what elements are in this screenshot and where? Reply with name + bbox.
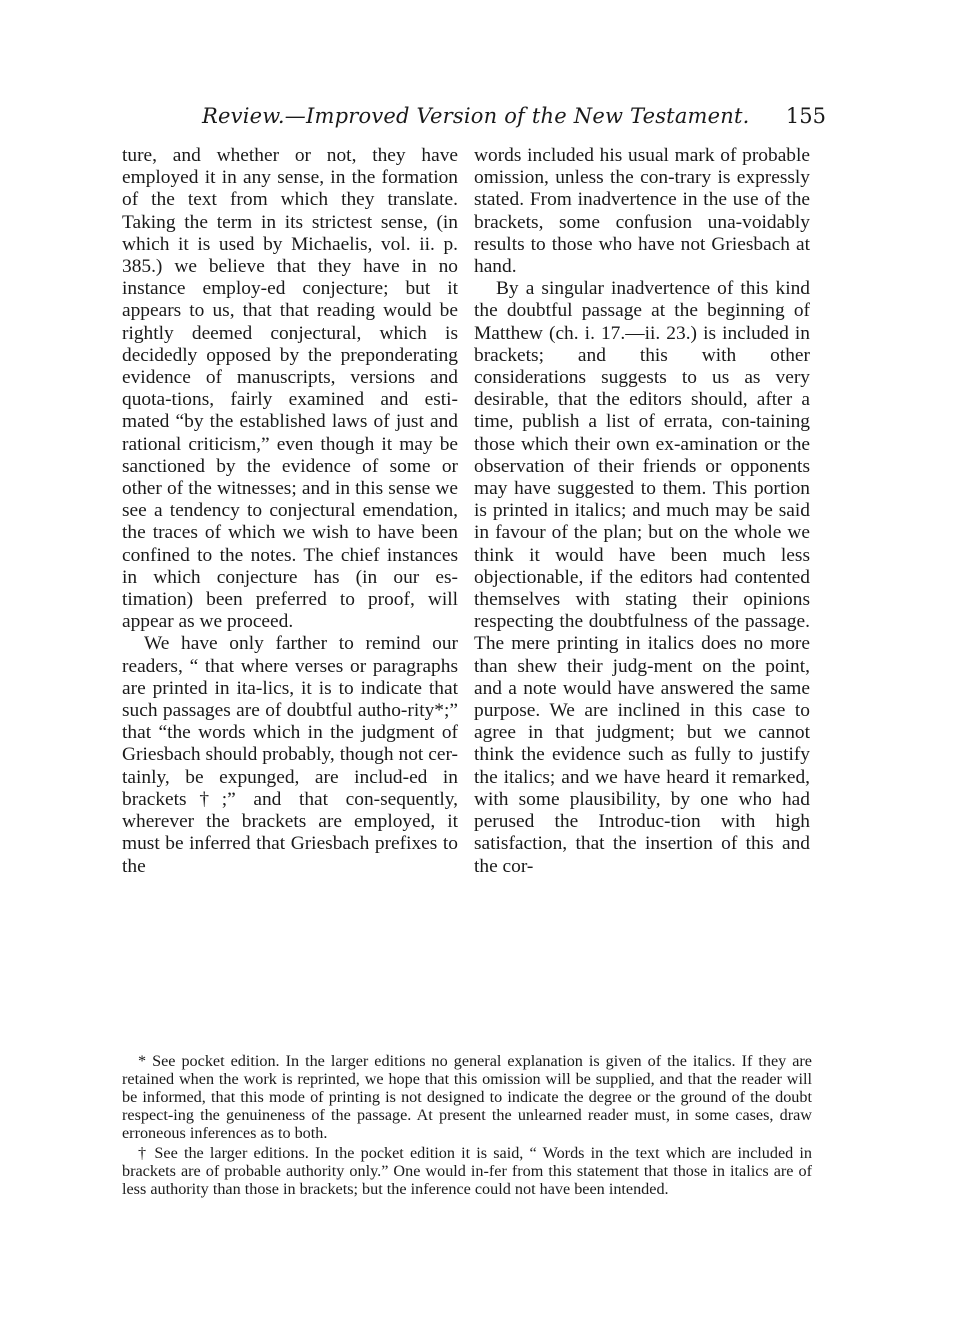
- footnote-dagger: † See the larger editions. In the pocket edition it is said, “ Words in the text which are included in brackets are of probable authority only.” One would in-fer from this statement that those in italics are of less authority than those in brackets; but the inference could not have been intended.: [122, 1144, 812, 1198]
- footnotes: [122, 1052, 812, 1200]
- paragraph: By a singular inadvertence of this kind the doubtful passage at the beginning of Matthew (ch. i. 17.—ii. 23.) is included in brackets; and this with other considerations suggests to us as very desirable, that the editors should, after a time, publish a list of errata, con-taining those which their own ex-amination or the observation of their friends or opponents may have suggested to them. This portion is printed in italics; and much may be said in favour of the plan; but on the whole we think it would have been much less objectionable, if the editors had contented themselves with stating their opinions respecting the doubtfulness of the passage. The mere printing in italics does no more than shew their judg-ment on the point, and a note would have answered the same purpose. We are inclined in this case to agree in that judgment; but we cannot think the evidence such as fully to justify the italics; and we have heard it remarked, with some plausibility, by one who had perused the Introduc-tion with high satisfaction, that the insertion of this and the cor-: [474, 278, 810, 877]
- footnote-asterisk: * See pocket edition. In the larger editions no general explanation is given of the italics. If they are retained when the work is reprinted, we hope that this omission will be supplied, and that the reader will be informed, that this mode of printing is not designed to indicate the degree or the ground of the doubt respect-ing the genuineness of the passage. At present the unlearned reader must, in some cases, draw erroneous inferences as to both.: [122, 1052, 812, 1142]
- paragraph: We have only farther to remind our readers, “ that where verses or paragraphs are printed in ita-lics, it is to indicate that such passages are of doubtful autho-rity*;” that “the words which in the judgment of Griesbach should probably, though not cer-tainly, be expunged, are includ-ed in brackets†;” and that con-sequently, wherever the brackets are employed, it must be inferred that Griesbach prefixes to the: [122, 633, 458, 877]
- right-column: [474, 145, 810, 878]
- running-title: Review.—Improved Version of the New Testament.: [202, 104, 750, 128]
- paragraph: ture, and whether or not, they have employed it in any sense, in the formation of the text from which they translate. Taking the term in its strictest sense, (in which it is used by Michaelis, vol. ii. p. 385.) we believe that they have in no instance employ-ed conjecture; but it appears to us, that that reading would be rightly deemed conjectural, which is decidedly opposed by the preponderating evidence of manuscripts, versions and quota-tions, fairly examined and esti-mated “by the established laws of just and rational criticism,” even though it may be sanctioned by the evidence of some or other of the witnesses; and in this sense we see a tendency to conjectural emendation, the traces of which we wish to have been confined to the notes. The chief instances in which conjecture has (in our es-timation) been preferred to proof, will appear as we proceed.: [122, 145, 458, 633]
- page-header: [120, 104, 826, 134]
- left-column: [122, 145, 458, 878]
- page-number: 155: [785, 104, 826, 128]
- paragraph: words included his usual mark of probable omission, unless the con-trary is expressly stated. From inadvertence in the use of the brackets, some confusion una-voidably results to those who have not Griesbach at hand.: [474, 145, 810, 278]
